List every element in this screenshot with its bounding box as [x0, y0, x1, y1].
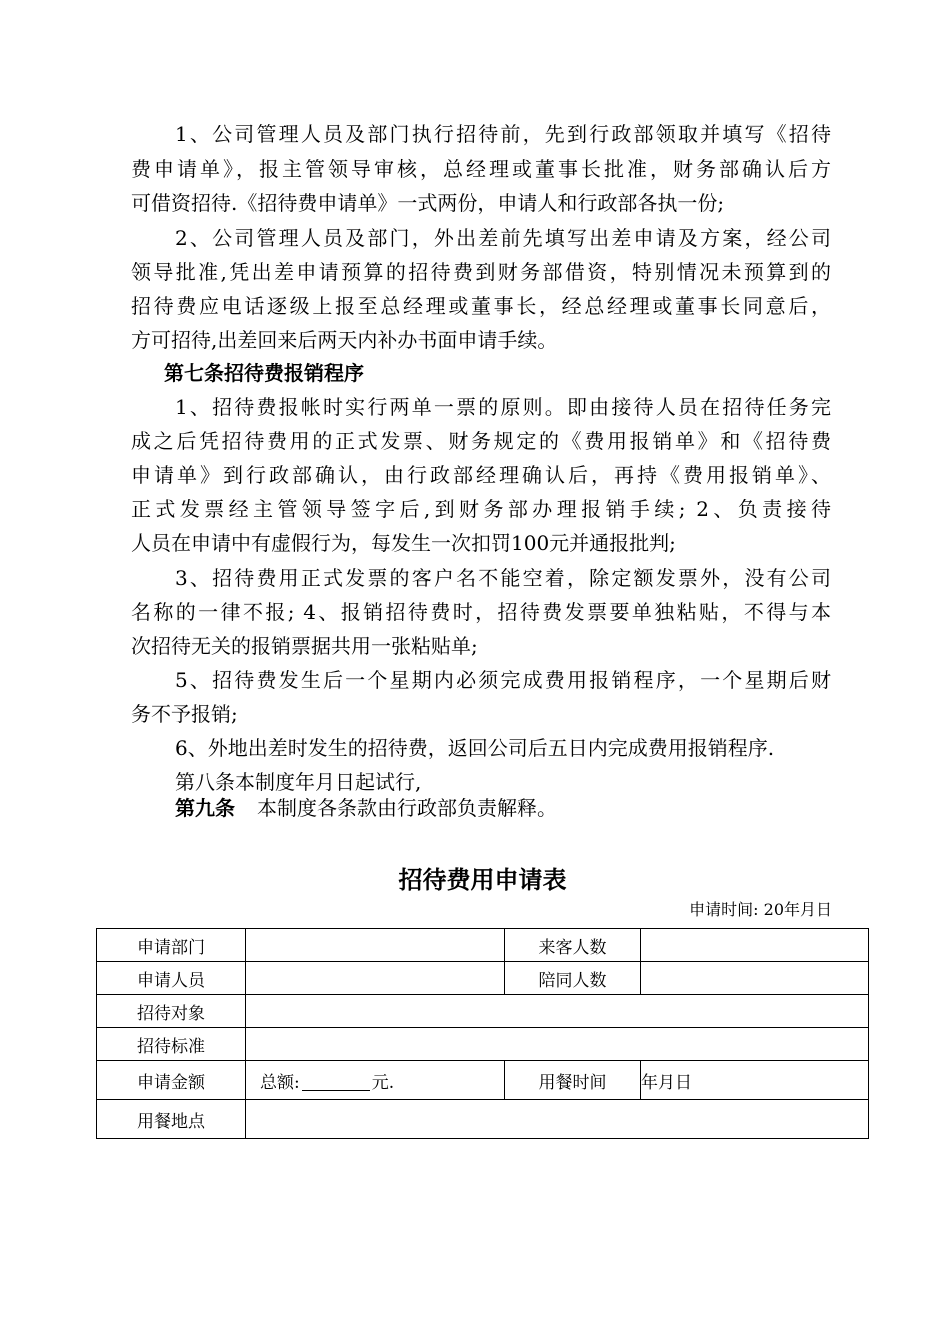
companions-field[interactable]	[641, 962, 869, 995]
person-field[interactable]	[246, 962, 505, 995]
article-heading: 第七条招待费报销程序	[164, 361, 364, 385]
amount-suffix: 元.	[371, 1072, 395, 1093]
text-line: 次招待无关的报销票据共用一张粘贴单;	[131, 634, 478, 658]
article-nine-text: 本制度各条款由行政部负责解释。	[257, 796, 557, 820]
text-line: 正式发票经主管领导签字后,到财务部办理报销手续; 2、负责接待	[131, 497, 831, 521]
meal-time-field[interactable]: 年月日	[641, 1061, 869, 1100]
text-line: 人员在申请中有虚假行为，每发生一次扣罚100元并通报批判;	[131, 531, 676, 555]
person-label: 申请人员	[97, 962, 246, 995]
place-field[interactable]	[246, 1100, 869, 1139]
text-line: 5、招待费发生后一个星期内必须完成费用报销程序，一个星期后财	[175, 668, 831, 692]
text-line: 可借资招待.《招待费申请单》一式两份，申请人和行政部各执一份;	[131, 191, 725, 215]
standard-label: 招待标准	[97, 1028, 246, 1061]
text-line: 方可招待,出差回来后两天内补办书面申请手续。	[131, 328, 558, 352]
table-row	[97, 1061, 869, 1100]
text-line: 务不予报销;	[131, 702, 238, 726]
target-label: 招待对象	[97, 995, 246, 1028]
dept-label: 申请部门	[97, 929, 246, 962]
target-field[interactable]	[246, 995, 869, 1028]
text-line: 费申请单》，报主管领导审核，总经理或董事长批准，财务部确认后方	[131, 157, 831, 181]
text-line: 2、公司管理人员及部门，外出差前先填写出差申请及方案，经公司	[175, 226, 831, 250]
place-label: 用餐地点	[97, 1100, 246, 1139]
amount-blank[interactable]	[302, 1072, 370, 1091]
guests-field[interactable]	[641, 929, 869, 962]
table-row	[97, 962, 869, 995]
text-line: 第八条本制度年月日起试行,	[175, 770, 422, 794]
text-line: 领导批准,凭出差申请预算的招待费到财务部借资，特别情况未预算到的	[131, 260, 831, 284]
text-line: 申请单》到行政部确认，由行政部经理确认后，再持《费用报销单》、	[131, 463, 831, 487]
text-line: 招待费应电话逐级上报至总经理或董事长，经总经理或董事长同意后，	[131, 294, 831, 318]
amount-field[interactable]	[246, 1061, 505, 1100]
table-row	[97, 1100, 869, 1139]
amount-prefix: 总额:	[260, 1072, 300, 1093]
form-title: 招待费用申请表	[398, 866, 567, 894]
text-line: 6、外地出差时发生的招待费，返回公司后五日内完成费用报销程序.	[175, 736, 775, 760]
guests-label: 来客人数	[505, 929, 641, 962]
article-nine-label: 第九条	[175, 796, 235, 820]
dept-field[interactable]	[246, 929, 505, 962]
standard-field[interactable]	[246, 1028, 869, 1061]
amount-label: 申请金额	[97, 1061, 246, 1100]
text-line: 1、招待费报帐时实行两单一票的原则。即由接待人员在招待任务完	[175, 395, 831, 419]
text-line: 3、招待费用正式发票的客户名不能空着，除定额发票外，没有公司	[175, 566, 831, 590]
text-line: 名称的一律不报; 4、报销招待费时，招待费发票要单独粘贴，不得与本	[131, 600, 831, 624]
text-line: 1、公司管理人员及部门执行招待前，先到行政部领取并填写《招待	[175, 122, 831, 146]
application-date: 申请时间: 20年月日	[689, 900, 832, 919]
table-row	[97, 1028, 869, 1061]
table-row	[97, 995, 869, 1028]
text-line: 成之后凭招待费用的正式发票、财务规定的《费用报销单》和《招待费	[131, 429, 831, 453]
table-row	[97, 929, 869, 962]
companions-label: 陪同人数	[505, 962, 641, 995]
application-form-table	[96, 928, 869, 1139]
meal-time-label: 用餐时间	[505, 1061, 641, 1100]
article-nine	[131, 796, 831, 820]
